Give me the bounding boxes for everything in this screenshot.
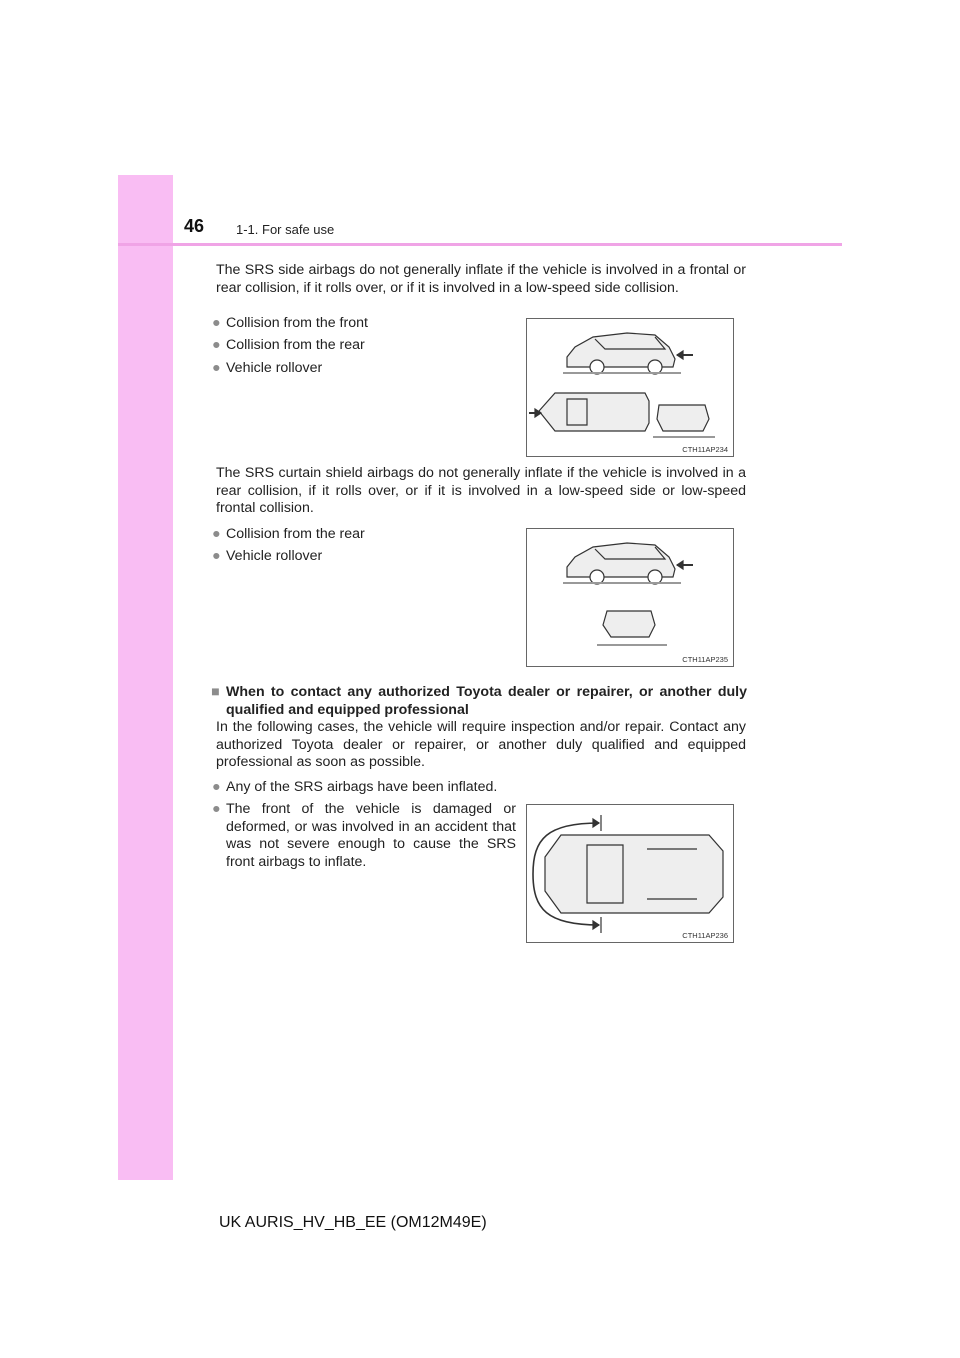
side-airbags-intro: The SRS side airbags do not generally inflate if the vehicle is involved in a frontal or rear collision, if it rolls over, or if it is involved in a low-speed side collision. [216, 262, 746, 296]
bullet-icon: ● [212, 779, 221, 795]
car-top-view-illustration [527, 805, 733, 942]
list-item: ● Collision from the front [212, 315, 368, 331]
bullet-icon: ● [212, 337, 221, 353]
list-item: ● Vehicle rollover [212, 548, 323, 564]
bullet-icon: ● [212, 801, 221, 817]
figure-code: CTH11AP236 [682, 931, 728, 940]
figure-code: CTH11AP234 [682, 445, 728, 454]
figure-code: CTH11AP235 [682, 655, 728, 664]
page-number: 46 [184, 216, 205, 236]
curtain-airbags-intro: The SRS curtain shield airbags do not generally inflate if the vehicle is involved in a rear collision, if it rolls over, or if it is involved in a low-speed side or low-speed frontal collision. [216, 465, 746, 516]
list-item: ● Vehicle rollover [212, 360, 323, 376]
section-title: 1-1. For safe use [236, 222, 335, 237]
list-item: ● The front of the vehicle is damaged or deformed, or was involved in an accident that was not severe enough to cause the SRS front airbags to inflate. [212, 801, 516, 870]
bullet-icon: ● [212, 315, 221, 331]
contact-intro: In the following cases, the vehicle will require inspection and/or repair. Contact any authorized Toyota dealer or repairer, or another duly qualified and equipped professional as soon as possible. [216, 719, 746, 770]
list-item: ● Collision from the rear [212, 337, 365, 353]
side-airbag-figure [526, 318, 734, 457]
side-band [118, 175, 173, 1180]
heading-marker-icon: ■ [211, 684, 220, 700]
footer-model: UK AURIS_HV_HB_EE (OM12M49E) [219, 1214, 487, 1231]
car-illustrations [527, 529, 733, 666]
list-item: ● Collision from the rear [212, 526, 365, 542]
header-rule [118, 243, 842, 246]
curtain-airbag-figure [526, 528, 734, 667]
bullet-icon: ● [212, 360, 221, 376]
list-item: ● Any of the SRS airbags have been inflated. [212, 779, 498, 795]
contact-heading: ■ When to contact any authorized Toyota dealer or repairer, or another duly qualified and equipped professional [211, 684, 747, 718]
car-illustrations [527, 319, 733, 456]
bullet-icon: ● [212, 526, 221, 542]
damage-figure [526, 804, 734, 943]
bullet-icon: ● [212, 548, 221, 564]
